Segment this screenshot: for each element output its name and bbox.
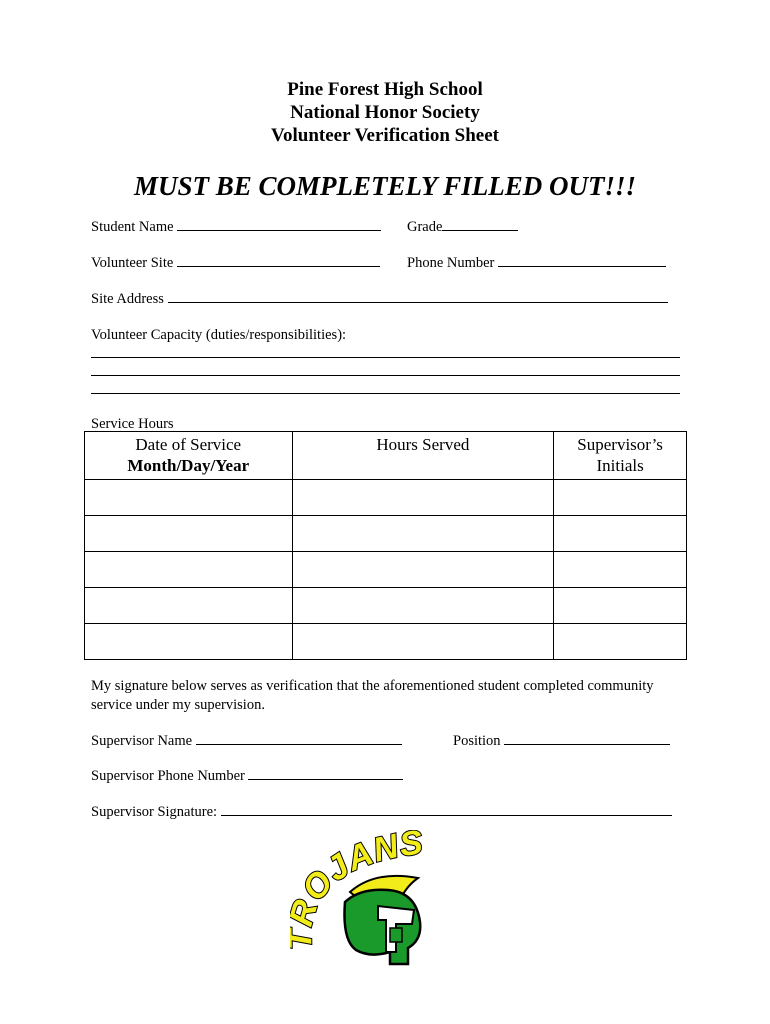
logo-text: OJANS xyxy=(294,830,426,909)
supervisor-initials-header xyxy=(554,432,687,480)
volunteer-capacity-label: Volunteer Capacity (duties/responsibilities): xyxy=(91,327,347,343)
supervisor-phone-field[interactable] xyxy=(91,767,403,785)
table-row xyxy=(85,624,687,660)
volunteer-site-label: Volunteer Site xyxy=(91,255,174,271)
hours-cell[interactable] xyxy=(292,624,554,660)
supervisor-phone-blank[interactable] xyxy=(248,767,403,780)
table-row xyxy=(85,516,687,552)
initials-cell[interactable] xyxy=(554,480,687,516)
supervisor-name-field[interactable] xyxy=(91,732,402,750)
capacity-line-1[interactable] xyxy=(91,357,680,358)
capacity-line-3[interactable] xyxy=(91,393,680,394)
service-hours-label: Service Hours xyxy=(91,416,174,432)
initials-cell[interactable] xyxy=(554,552,687,588)
supervisor-signature-blank[interactable] xyxy=(221,803,672,816)
trojans-logo xyxy=(290,830,450,970)
student-name-field[interactable] xyxy=(91,218,381,236)
table-header-row xyxy=(85,432,687,480)
hours-cell[interactable] xyxy=(292,588,554,624)
table-row xyxy=(85,588,687,624)
supervisor-name-label: Supervisor Name xyxy=(91,733,193,749)
position-blank[interactable] xyxy=(504,732,670,745)
initials-cell[interactable] xyxy=(554,588,687,624)
grade-label: Grade xyxy=(407,219,443,235)
warning-heading: MUST BE COMPLETELY FILLED OUT!!! xyxy=(133,171,637,201)
student-name-label: Student Name xyxy=(91,219,174,235)
supervisor-name-blank[interactable] xyxy=(196,732,402,745)
initials-cell[interactable] xyxy=(554,516,687,552)
sheet-title: Volunteer Verification Sheet xyxy=(271,125,499,146)
phone-number-blank[interactable] xyxy=(498,254,666,267)
initials-header-line2: Initials xyxy=(596,456,644,475)
site-address-field[interactable] xyxy=(91,290,668,308)
table-row xyxy=(85,552,687,588)
date-cell[interactable] xyxy=(85,624,293,660)
grade-field[interactable] xyxy=(407,218,518,236)
site-address-blank[interactable] xyxy=(168,290,668,303)
initials-header-line1: Supervisor’s xyxy=(577,435,663,454)
student-name-blank[interactable] xyxy=(177,218,381,231)
date-cell[interactable] xyxy=(85,516,293,552)
capacity-line-2[interactable] xyxy=(91,375,680,376)
date-cell[interactable] xyxy=(85,588,293,624)
hours-cell[interactable] xyxy=(292,480,554,516)
school-name: Pine Forest High School xyxy=(287,79,483,100)
trojan-helmet-icon xyxy=(290,830,450,970)
grade-blank[interactable] xyxy=(442,218,518,231)
position-field[interactable] xyxy=(453,732,670,750)
verification-statement: My signature below serves as verification that the aforementioned student completed community service under my supervision. xyxy=(91,678,654,713)
date-cell[interactable] xyxy=(85,480,293,516)
society-name: National Honor Society xyxy=(290,102,480,123)
date-header-line1: Date of Service xyxy=(135,435,242,454)
hours-header-text: Hours Served xyxy=(376,435,470,454)
hours-cell[interactable] xyxy=(292,516,554,552)
service-hours-table xyxy=(84,431,687,660)
supervisor-phone-label: Supervisor Phone Number xyxy=(91,768,245,784)
hours-cell[interactable] xyxy=(292,552,554,588)
date-cell[interactable] xyxy=(85,552,293,588)
initials-cell[interactable] xyxy=(554,624,687,660)
position-label: Position xyxy=(453,733,501,749)
phone-number-field[interactable] xyxy=(407,254,666,272)
volunteer-site-field[interactable] xyxy=(91,254,380,272)
volunteer-site-blank[interactable] xyxy=(177,254,380,267)
hours-served-header xyxy=(292,432,554,480)
supervisor-signature-label: Supervisor Signature: xyxy=(91,804,218,820)
date-of-service-header xyxy=(85,432,293,480)
supervisor-signature-field[interactable] xyxy=(91,803,672,821)
phone-number-label: Phone Number xyxy=(407,255,495,271)
table-row xyxy=(85,480,687,516)
site-address-label: Site Address xyxy=(91,291,164,307)
date-header-line2: Month/Day/Year xyxy=(127,456,250,475)
